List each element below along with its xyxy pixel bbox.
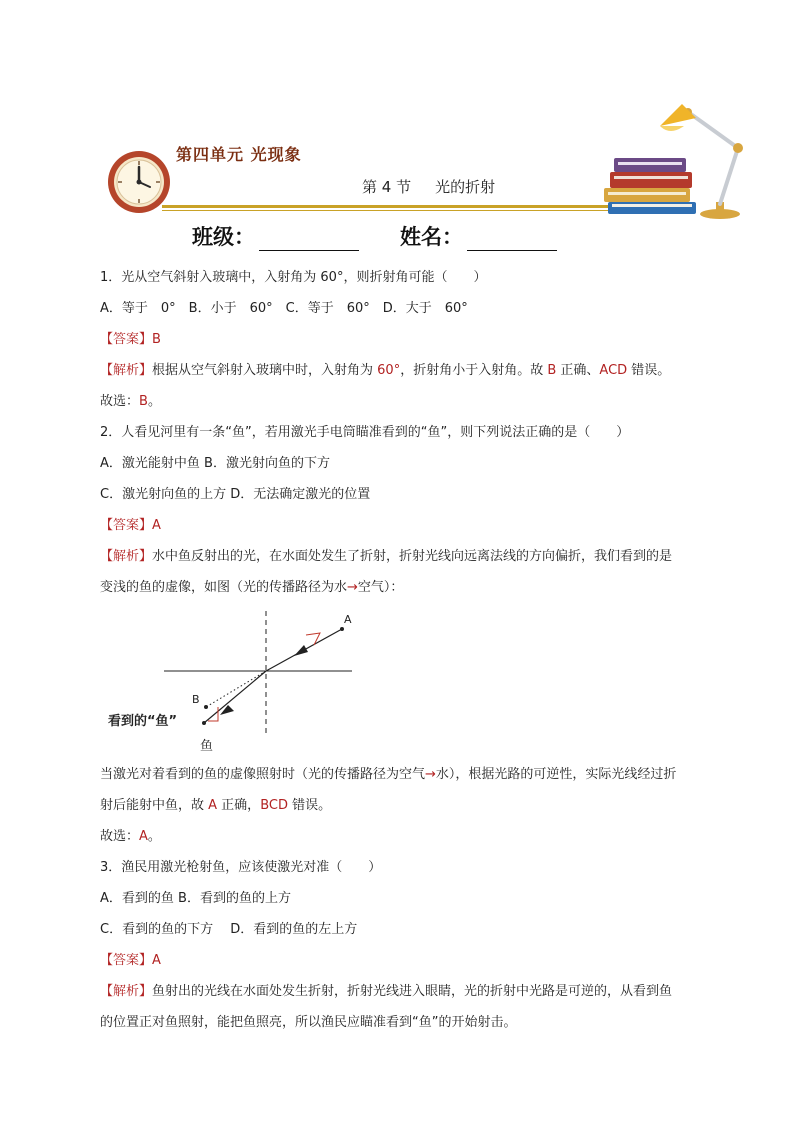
q2-after-text: 正确， bbox=[217, 798, 261, 813]
section-number: 第 4 节 bbox=[362, 178, 412, 196]
q2-choice-value: A bbox=[139, 829, 148, 844]
class-blank[interactable] bbox=[259, 230, 359, 251]
desk-lamp-icon bbox=[654, 98, 748, 222]
answer-tag: 【答案】 bbox=[100, 518, 153, 533]
point-fish bbox=[202, 721, 206, 725]
q1-analysis-acd: ACD bbox=[599, 363, 628, 378]
q1-analysis-text: ，折射角小于入射角。故 bbox=[400, 363, 548, 378]
choice-label: 故选： bbox=[100, 394, 140, 409]
q3-answer bbox=[100, 945, 728, 976]
analysis-tag: 【解析】 bbox=[100, 984, 153, 999]
red-direction-mark bbox=[306, 633, 320, 645]
q1-stem: 1．光从空气斜射入玻璃中，入射角为 60°，则折射角可能（ ） bbox=[100, 270, 487, 285]
virtual-ray bbox=[206, 671, 266, 707]
water-ray-arrow bbox=[220, 705, 234, 715]
choice-end: 。 bbox=[147, 394, 161, 409]
q3-analysis-1 bbox=[100, 976, 728, 1007]
q3-stem: 3．渔民用激光枪射鱼，应该使激光对准（ ） bbox=[100, 860, 382, 875]
q3-analysis-2: 的位置正对鱼照射，能把鱼照亮，所以渔民应瞄准看到“鱼”的开始射击。 bbox=[100, 1015, 517, 1030]
q3-options-2: C．看到的鱼的下方 D．看到的鱼的左上方 bbox=[100, 922, 358, 937]
choice-label: 故选： bbox=[100, 829, 140, 844]
analysis-tag: 【解析】 bbox=[100, 549, 153, 564]
point-a bbox=[340, 627, 344, 631]
label-b: B bbox=[192, 693, 200, 706]
name-field bbox=[400, 221, 557, 251]
q3-analysis-text: 鱼射出的光线在水面处发生折射，折射光线进入眼睛，光的折射中光路是可逆的，从看到鱼 bbox=[152, 984, 673, 999]
q2-options-1: A．激光能射中鱼 B．激光射向鱼的下方 bbox=[100, 456, 330, 471]
section-name: 光的折射 bbox=[435, 178, 496, 196]
q2-analysis-1 bbox=[100, 541, 728, 572]
header-rule-thin bbox=[162, 210, 617, 211]
refraction-diagram bbox=[100, 607, 728, 757]
q3-answer-value: A bbox=[152, 953, 161, 968]
answer-tag: 【答案】 bbox=[100, 953, 153, 968]
q2-after-1 bbox=[100, 759, 728, 790]
q1-choice bbox=[100, 386, 728, 417]
q1-analysis-text: 错误。 bbox=[627, 363, 671, 378]
name-blank[interactable] bbox=[467, 230, 557, 251]
q2-after-text: 错误。 bbox=[287, 798, 332, 813]
air-ray-arrow bbox=[294, 645, 308, 656]
q2-analysis-2 bbox=[100, 572, 728, 603]
q2-options-2: C．激光射向鱼的上方 D．无法确定激光的位置 bbox=[100, 487, 371, 502]
q2-after-a: A bbox=[208, 798, 218, 813]
q2-analysis-text: 空气）： bbox=[357, 580, 404, 595]
header-rule bbox=[162, 205, 617, 208]
q2-after-text: 水），根据光路的可逆性，实际光线经过折 bbox=[435, 767, 677, 782]
section-title bbox=[362, 176, 495, 197]
label-a: A bbox=[344, 613, 352, 626]
class-field bbox=[192, 221, 359, 251]
questions bbox=[100, 262, 728, 1038]
q1-analysis-b: B bbox=[547, 363, 557, 378]
analysis-tag: 【解析】 bbox=[100, 363, 153, 378]
q2-after-2 bbox=[100, 790, 728, 821]
q2-answer-value: A bbox=[152, 518, 161, 533]
unit-title: 第四单元 光现象 bbox=[176, 145, 302, 164]
q1-answer bbox=[100, 324, 728, 355]
q1-options: A．等于 0° B．小于 60° C．等于 60° D．大于 60° bbox=[100, 301, 468, 316]
q3-options-1: A．看到的鱼 B．看到的鱼的上方 bbox=[100, 891, 291, 906]
label-fish: 鱼 bbox=[200, 739, 214, 754]
q2-after-text: 射后能射中鱼，故 bbox=[100, 798, 209, 813]
q2-after-text: 当激光对着看到的鱼的虚像照射时（光的传播路径为空气 bbox=[100, 767, 426, 782]
q1-answer-value: B bbox=[152, 332, 161, 347]
q1-analysis-text: 根据从空气斜射入玻璃中时，入射角为 bbox=[152, 363, 378, 378]
name-label: 姓名： bbox=[400, 225, 463, 249]
refraction-diagram-svg bbox=[100, 607, 728, 757]
arrow-icon: → bbox=[347, 580, 358, 595]
q2-analysis-text: 水中鱼反射出的光，在水面处发生了折射，折射光线向远离法线的方向偏折，我们看到的是 bbox=[152, 549, 673, 564]
q1-analysis-angle: 60° bbox=[377, 363, 401, 378]
q1-analysis-text: 正确、 bbox=[556, 363, 600, 378]
label-seen-fish: 看到的“鱼” bbox=[108, 714, 178, 729]
q2-answer bbox=[100, 510, 728, 541]
q2-analysis-text: 变浅的鱼的虚像，如图（光的传播路径为水 bbox=[100, 580, 348, 595]
point-b bbox=[204, 705, 208, 709]
q1-analysis bbox=[100, 355, 728, 386]
q2-choice bbox=[100, 821, 728, 852]
q2-stem: 2．人看见河里有一条“鱼”，若用激光手电筒瞄准看到的“鱼”，则下列说法正确的是（ ） bbox=[100, 425, 630, 440]
q2-after-bcd: BCD bbox=[260, 798, 288, 813]
class-label: 班级： bbox=[192, 225, 255, 249]
water-ray bbox=[204, 671, 266, 723]
choice-end: 。 bbox=[147, 829, 161, 844]
q1-choice-value: B bbox=[139, 394, 148, 409]
page-header bbox=[0, 0, 794, 250]
arrow-icon: → bbox=[425, 767, 436, 782]
answer-tag: 【答案】 bbox=[100, 332, 153, 347]
